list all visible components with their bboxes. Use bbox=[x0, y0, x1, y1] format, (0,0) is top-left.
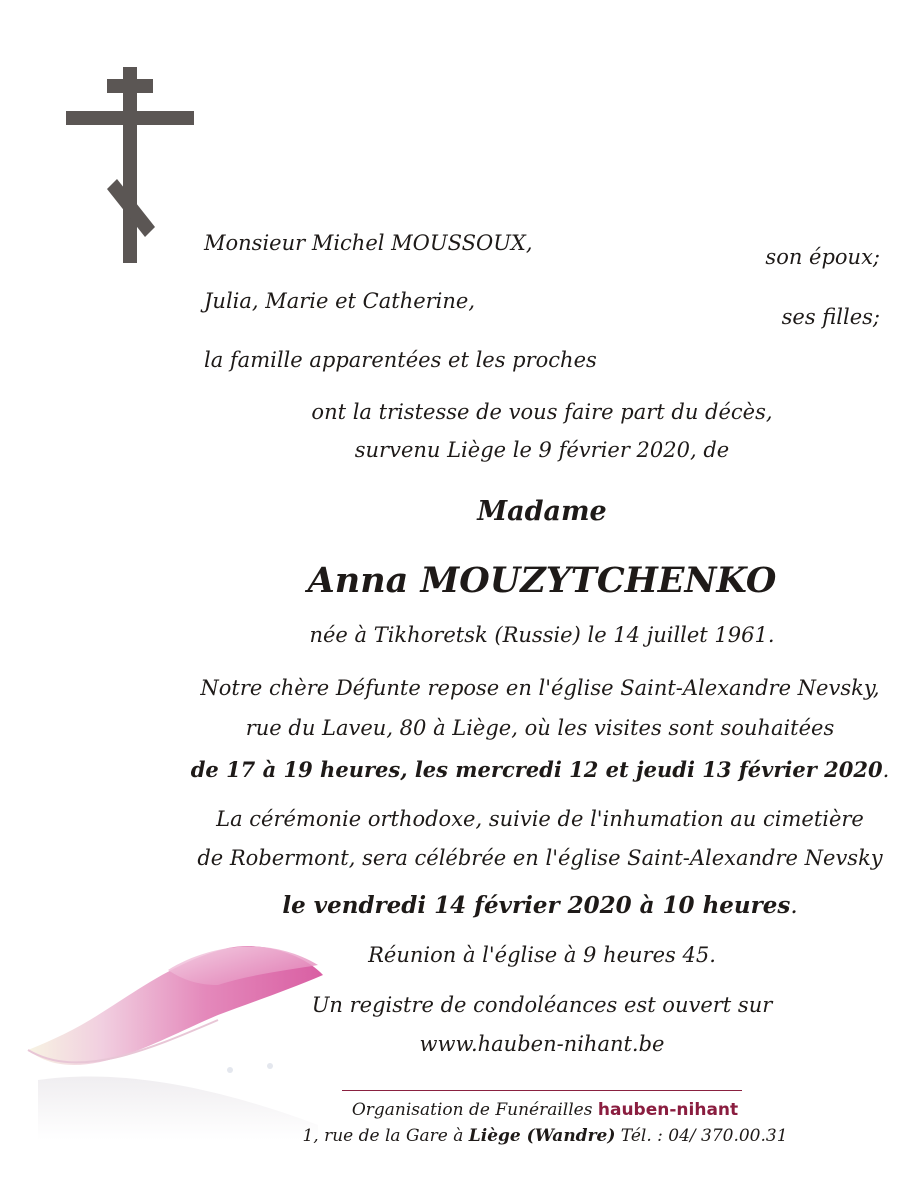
deceased-title: Madame bbox=[477, 496, 607, 527]
family-line-daughters: Julia, Marie et Catherine, bbox=[204, 289, 476, 313]
meeting-info: Réunion à l'église à 9 heures 45. bbox=[368, 943, 716, 967]
ceremony-date-bold: le vendredi 14 février 2020 à 10 heures bbox=[282, 892, 791, 919]
footer-phone: Tél. : 04/ 370.00.31 bbox=[620, 1126, 788, 1146]
lotus-petal-image bbox=[18, 930, 338, 1140]
family-line-relatives: la famille apparentées et les proches bbox=[204, 348, 597, 372]
ceremony-date-end: . bbox=[790, 893, 798, 919]
announcement-line-1: ont la tristesse de vous faire part du décès, bbox=[311, 400, 773, 424]
footer-divider bbox=[342, 1090, 742, 1091]
footer-address-prefix: 1, rue de la Gare à bbox=[302, 1126, 464, 1146]
family-role-husband: son époux; bbox=[765, 245, 880, 269]
visitation-hours bbox=[160, 757, 918, 782]
announcement-line-2: survenu Liège le 9 février 2020, de bbox=[354, 438, 730, 462]
family-line-husband: Monsieur Michel MOUSSOUX, bbox=[204, 231, 533, 255]
orthodox-cross-icon bbox=[66, 67, 196, 263]
ceremony-line-2: de Robermont, sera célébrée en l'église Saint-Alexandre Nevsky bbox=[197, 846, 883, 870]
family-role-daughters: ses filles; bbox=[781, 305, 880, 329]
ceremony-date bbox=[160, 892, 918, 919]
visitation-line-2: rue du Laveu, 80 à Liège, où les visites sont souhaitées bbox=[245, 716, 835, 740]
footer-org-prefix: Organisation de Funérailles bbox=[351, 1100, 593, 1120]
brand-logo: hauben-nihant bbox=[597, 1100, 739, 1120]
footer-address bbox=[250, 1126, 840, 1146]
ceremony-line-1: La cérémonie orthodoxe, suivie de l'inhumation au cimetière bbox=[216, 807, 864, 831]
condolences-line: Un registre de condoléances est ouvert sur bbox=[311, 993, 773, 1017]
visitation-hours-bold: de 17 à 19 heures, les mercredi 12 et jeudi 13 février 2020 bbox=[190, 757, 883, 782]
visitation-line-1: Notre chère Défunte repose en l'église Saint-Alexandre Nevsky, bbox=[200, 676, 880, 700]
visitation-hours-end: . bbox=[882, 758, 890, 782]
condolences-url: www.hauben-nihant.be bbox=[419, 1032, 665, 1056]
footer-organisation bbox=[300, 1100, 790, 1120]
birth-info: née à Tikhoretsk (Russie) le 14 juillet 1961. bbox=[309, 623, 775, 647]
footer-city: Liège (Wandre) bbox=[468, 1126, 616, 1146]
deceased-name: Anna MOUZYTCHENKO bbox=[307, 560, 777, 601]
